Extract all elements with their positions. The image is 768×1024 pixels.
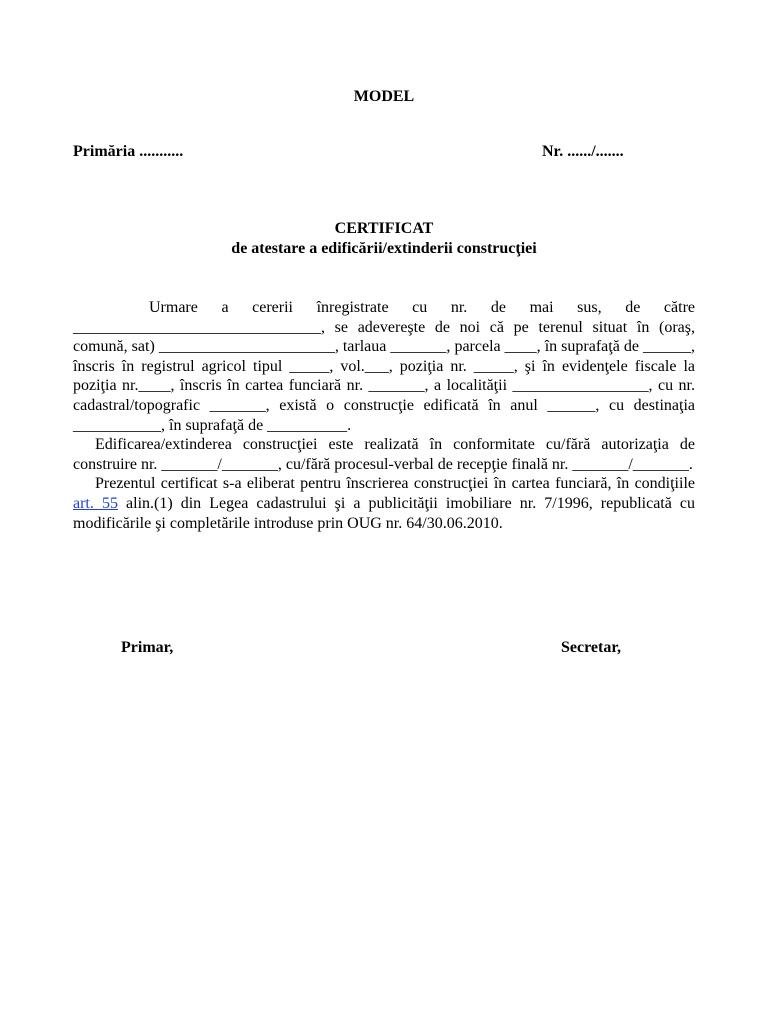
paragraph-legal-basis	[73, 474, 695, 533]
paragraph-authorization: Edificarea/extinderea construcţiei este realizată în conformitate cu/fără autorizaţia de construire nr. _______/_______, cu/fără procesul-verbal de recepţie finală nr. _______/_______.	[73, 436, 695, 473]
certificate-title-main: CERTIFICAT	[334, 220, 434, 237]
legal-basis-text-end: alin.(1) din Legea cadastrului şi a publicităţii imobiliare nr. 7/1996, republicată cu modificările şi completările introduse prin OUG nr. 64/30.06.2010.	[73, 494, 696, 532]
certificate-title	[0, 219, 768, 259]
primaria-field: Primăria ...........	[73, 143, 184, 160]
certificate-body	[73, 298, 695, 533]
legal-basis-text-start: Prezentul certificat s-a eliberat pentru înscrierea construcţiei în cartea funciară, în condiţiile	[95, 475, 695, 493]
signature-secretar: Secretar,	[561, 639, 621, 656]
document-label-model: MODEL	[353, 88, 415, 105]
certificate-title-subtitle: de atestare a edificării/extinderii construcţiei	[231, 240, 537, 257]
registration-number-field: Nr. ....../.......	[542, 143, 624, 160]
article-55-link[interactable]: art. 55	[73, 494, 118, 512]
signature-primar: Primar,	[121, 639, 174, 656]
paragraph-request-details: Urmare a cererii înregistrate cu nr. de mai sus, de către _______________________________, se adevereşte de noi că pe terenul situat în (oraş, comună, sat) ______________________, tarlaua _______, parcela ____, în suprafaţă de ______, înscris în registrul agricol tipul _____, vol.___, poziţia nr. _____, şi în evidenţele fiscale la poziţia nr.____, înscris în cartea funciară nr. _______, a localităţii _________________, cu nr. cadastral/topografic _______, există o construcţie edificată în anul ______, cu destinaţia ___________, în suprafaţă de __________.	[73, 299, 695, 434]
